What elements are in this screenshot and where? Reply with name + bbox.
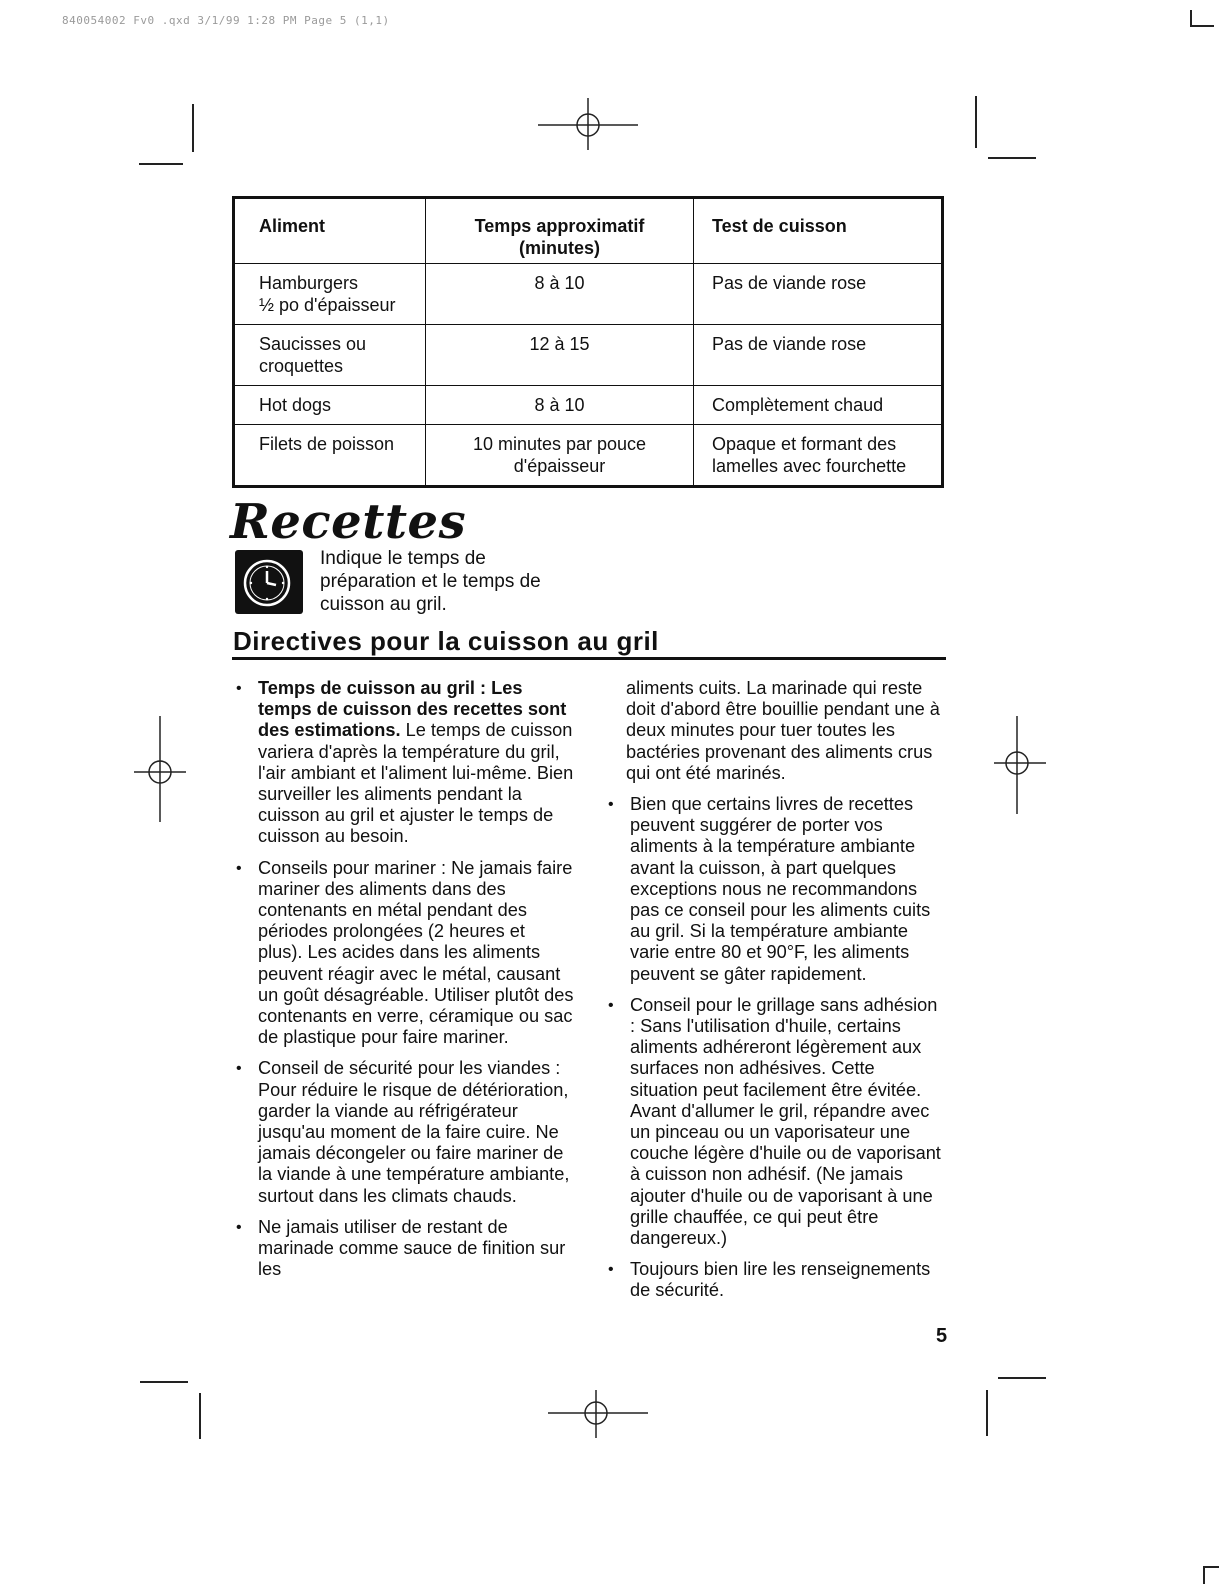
clock-icon xyxy=(235,550,303,614)
clock-legend: Indique le temps de préparation et le temps de cuisson au gril. xyxy=(320,548,541,615)
crop-mark xyxy=(139,163,183,165)
section-heading: Directives pour la cuisson au gril xyxy=(233,626,659,656)
test-cell: Pas de viande rose xyxy=(694,325,943,386)
guidelines-left-column xyxy=(236,678,574,1290)
crop-mark xyxy=(975,96,977,148)
list-item: • Toujours bien lire les renseignements de sécurité. xyxy=(608,1259,931,1301)
table-row xyxy=(234,386,943,425)
crop-mark xyxy=(1190,10,1192,26)
test-cell: Complètement chaud xyxy=(694,386,943,425)
table-row xyxy=(234,425,943,487)
list-item: • Conseil de sécurité pour les viandes : Pour réduire le risque de détérioration, garder la viande au réfrigérateur jusqu'au moment de la faire cuire. Ne jamais décongeler ou faire mariner de la viande à une température ambiante, surtout dans les climats chauds. xyxy=(236,1058,570,1206)
column-header-time: Temps approximatif (minutes) xyxy=(426,198,694,264)
registration-mark-icon xyxy=(994,716,1046,816)
table-row xyxy=(234,325,943,386)
page-title: Recettes xyxy=(230,494,467,550)
crop-mark xyxy=(998,1377,1046,1379)
registration-mark-icon xyxy=(134,716,186,822)
print-file-info: 840054002 Fv0 .qxd 3/1/99 1:28 PM Page 5 (1,1) xyxy=(62,14,390,27)
registration-mark-icon xyxy=(538,98,638,158)
test-cell: Opaque et formant des lamelles avec fourchette xyxy=(694,425,943,487)
food-cell: Hot dogs xyxy=(234,386,426,425)
column-header-food: Aliment xyxy=(234,198,426,264)
registration-mark-icon xyxy=(548,1390,648,1442)
page-number: 5 xyxy=(936,1325,948,1347)
time-cell: 8 à 10 xyxy=(426,386,694,425)
crop-mark xyxy=(988,157,1036,159)
crop-mark xyxy=(140,1381,188,1383)
column-header-test: Test de cuisson xyxy=(694,198,943,264)
list-item: • Temps de cuisson au gril : Les temps de cuisson des recettes sont des estimations. Le temps de cuisson variera d'après la température du gril, l'air ambiant et l'aliment lui-même. Bien surveiller les aliments pendant la cuisson au gril et ajuster le temps de cuisson au besoin. xyxy=(236,678,574,847)
crop-mark xyxy=(1190,25,1214,27)
list-item-continuation: aliments cuits. La marinade qui reste doit d'abord être bouillie pendant une à deux minutes pour tuer toutes les bactéries provenant des aliments crus qui ont été marinés. xyxy=(626,678,940,783)
cooking-time-table xyxy=(232,196,944,488)
divider xyxy=(232,657,946,660)
list-item: • Conseils pour mariner : Ne jamais faire mariner des aliments dans des contenants en métal pendant des périodes prolongées (2 heures et plus). Les acides dans les aliments peuvent réagir avec le métal, causant un goût désagréable. Utiliser plutôt des contenants en verre, céramique ou sac de plastique pour faire mariner. xyxy=(236,857,574,1048)
crop-mark xyxy=(1203,1566,1219,1568)
food-cell: Saucisses ou croquettes xyxy=(234,325,426,386)
food-cell: Filets de poisson xyxy=(234,425,426,487)
list-item: • Bien que certains livres de recettes peuvent suggérer de porter vos aliments à la température ambiante avant la cuisson, à part quelques exceptions nous ne recommandons pas ce conseil pour les aliments cuits au gril. Si la température ambiante varie entre 80 et 90°F, les aliments peuvent se gâter rapidement. xyxy=(608,794,931,984)
table-row xyxy=(234,264,943,325)
test-cell: Pas de viande rose xyxy=(694,264,943,325)
time-cell: 8 à 10 xyxy=(426,264,694,325)
list-item: • Conseil pour le grillage sans adhésion : Sans l'utilisation d'huile, certains aliments adhéreront légèrement aux surfaces non adhésives. Cette situation peut facilement être évitée. Avant d'allumer le gril, répandre avec un pinceau ou un vaporisateur une couche légère d'huile ou de vaporisant à cuisson non adhésif. (Ne jamais ajouter d'huile ou de vaporisant à une grille chauffée, ce qui peut être dangereux.) xyxy=(608,994,941,1249)
crop-mark xyxy=(986,1390,988,1436)
table-header-row xyxy=(234,198,943,264)
list-item: • Ne jamais utiliser de restant de marinade comme sauce de finition sur les xyxy=(236,1216,566,1280)
crop-mark xyxy=(1203,1566,1205,1584)
crop-mark xyxy=(192,104,194,152)
time-cell: 12 à 15 xyxy=(426,325,694,386)
guidelines-right-column xyxy=(608,678,946,1312)
food-cell: Hamburgers ½ po d'épaisseur xyxy=(234,264,426,325)
time-cell: 10 minutes par pouce d'épaisseur xyxy=(426,425,694,487)
crop-mark xyxy=(199,1393,201,1439)
